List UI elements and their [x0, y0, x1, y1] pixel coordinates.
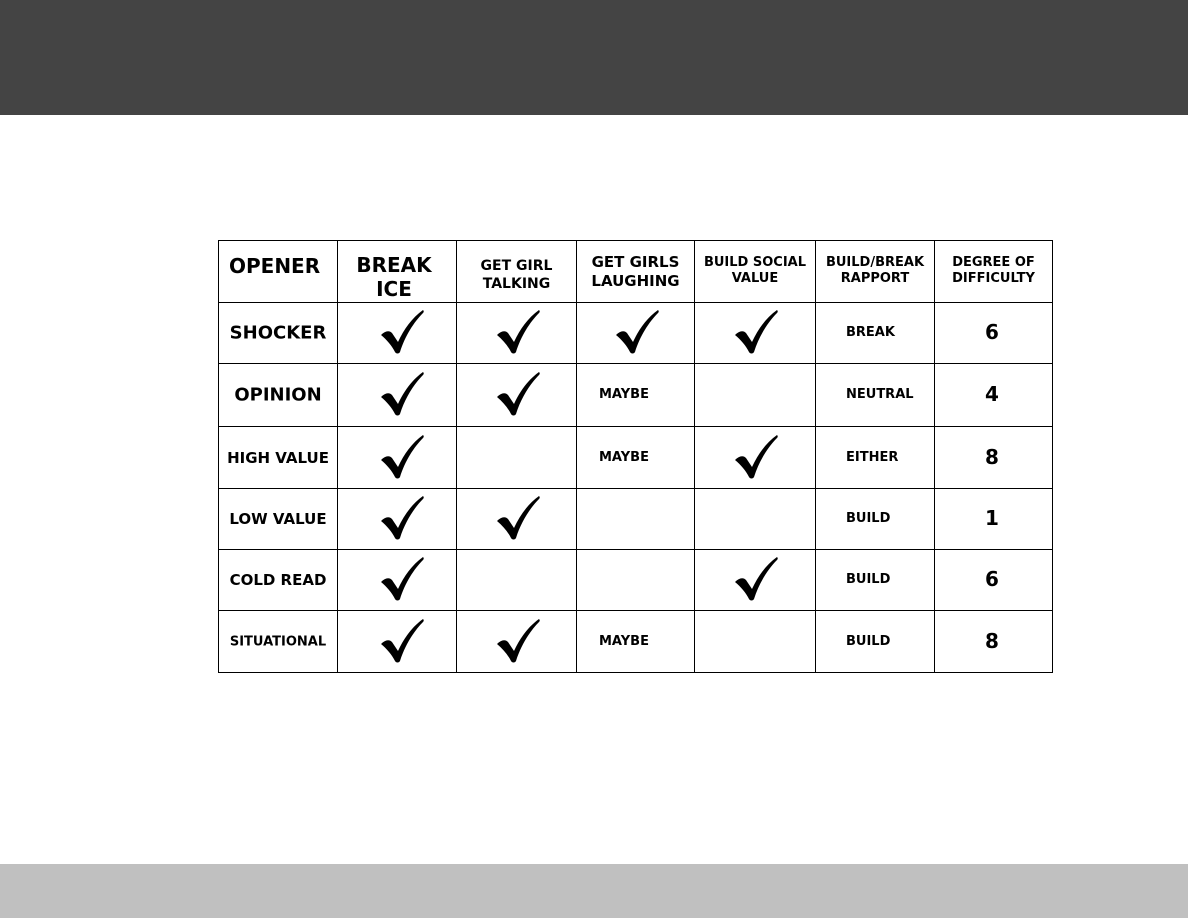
- header-label-get-girl-talking: GET GIRL TALKING: [480, 258, 553, 292]
- rapport-value: NEUTRAL: [846, 386, 914, 402]
- opener-comparison-table: [218, 240, 1053, 673]
- get-girl-talking-cell: [457, 489, 577, 550]
- header-label-get-girls-laughing: GET GIRLS LAUGHING: [591, 253, 680, 290]
- check-mark-icon: [495, 495, 541, 541]
- laughing-value: MAYBE: [599, 633, 649, 649]
- table-row: [219, 427, 1053, 489]
- difficulty-cell: [935, 303, 1053, 364]
- get-girls-laughing-cell: [577, 427, 695, 489]
- break-ice-cell: [338, 611, 457, 673]
- get-girl-talking-cell: [457, 550, 577, 611]
- difficulty-value: 6: [985, 319, 999, 344]
- rapport-value: BUILD: [846, 571, 891, 587]
- difficulty-value: 8: [985, 628, 999, 653]
- rapport-cell: [816, 427, 935, 489]
- opener-cell: [219, 550, 338, 611]
- header-cell-break-ice: [338, 241, 457, 303]
- header-cell-get-girls-laughing: [577, 241, 695, 303]
- build-social-value-cell: [695, 303, 816, 364]
- build-social-value-cell: [695, 427, 816, 489]
- break-ice-cell: [338, 364, 457, 427]
- rapport-value: BREAK: [846, 324, 895, 340]
- break-ice-cell: [338, 489, 457, 550]
- get-girls-laughing-cell: [577, 364, 695, 427]
- header-label-difficulty: DEGREE OF DIFFICULTY: [952, 255, 1035, 286]
- check-mark-icon: [379, 556, 425, 602]
- check-mark-icon: [495, 618, 541, 664]
- header-label-opener: OPENER: [229, 254, 321, 278]
- table-row: [219, 489, 1053, 550]
- difficulty-value: 1: [985, 505, 999, 530]
- difficulty-cell: [935, 611, 1053, 673]
- table-row: [219, 550, 1053, 611]
- get-girls-laughing-cell: [577, 550, 695, 611]
- header-label-break-ice: BREAK ICE: [356, 253, 432, 301]
- check-mark-icon: [495, 371, 541, 417]
- rapport-value: BUILD: [846, 510, 891, 526]
- get-girl-talking-cell: [457, 364, 577, 427]
- rapport-value: BUILD: [846, 633, 891, 649]
- table-row: [219, 611, 1053, 673]
- opener-cell: [219, 489, 338, 550]
- opener-name: OPINION: [234, 384, 322, 406]
- build-social-value-cell: [695, 611, 816, 673]
- check-mark-icon: [495, 309, 541, 355]
- rapport-value: EITHER: [846, 449, 899, 465]
- opener-cell: [219, 364, 338, 427]
- break-ice-cell: [338, 550, 457, 611]
- rapport-cell: [816, 303, 935, 364]
- header-label-rapport: BUILD/BREAK RAPPORT: [825, 255, 925, 286]
- rapport-cell: [816, 489, 935, 550]
- rapport-cell: [816, 611, 935, 673]
- get-girl-talking-cell: [457, 303, 577, 364]
- check-mark-icon: [379, 309, 425, 355]
- header-row: [219, 241, 1053, 303]
- header-cell-build-social-value: [695, 241, 816, 303]
- difficulty-value: 6: [985, 566, 999, 591]
- check-mark-icon: [733, 309, 779, 355]
- table-row: [219, 303, 1053, 364]
- difficulty-cell: [935, 364, 1053, 427]
- laughing-value: MAYBE: [599, 386, 649, 402]
- break-ice-cell: [338, 303, 457, 364]
- check-mark-icon: [614, 309, 660, 355]
- difficulty-cell: [935, 427, 1053, 489]
- difficulty-cell: [935, 550, 1053, 611]
- rapport-cell: [816, 364, 935, 427]
- break-ice-cell: [338, 427, 457, 489]
- check-mark-icon: [379, 618, 425, 664]
- header-cell-difficulty: [935, 241, 1053, 303]
- rapport-cell: [816, 550, 935, 611]
- opener-cell: [219, 303, 338, 364]
- build-social-value-cell: [695, 550, 816, 611]
- get-girls-laughing-cell: [577, 489, 695, 550]
- header-cell-get-girl-talking: [457, 241, 577, 303]
- header-cell-rapport: [816, 241, 935, 303]
- build-social-value-cell: [695, 364, 816, 427]
- check-mark-icon: [379, 434, 425, 480]
- difficulty-value: 8: [985, 444, 999, 469]
- opener-name: LOW VALUE: [229, 510, 327, 528]
- header-cell-opener: [219, 241, 338, 303]
- get-girl-talking-cell: [457, 611, 577, 673]
- laughing-value: MAYBE: [599, 449, 649, 465]
- footer-bar: [0, 864, 1188, 918]
- opener-comparison-table-wrap: [218, 240, 1053, 673]
- build-social-value-cell: [695, 489, 816, 550]
- difficulty-value: 4: [985, 381, 999, 406]
- header-label-build-social-value: BUILD SOCIAL VALUE: [703, 255, 807, 286]
- opener-cell: [219, 427, 338, 489]
- get-girls-laughing-cell: [577, 611, 695, 673]
- table-row: [219, 364, 1053, 427]
- opener-name: SITUATIONAL: [229, 634, 327, 649]
- opener-cell: [219, 611, 338, 673]
- opener-name: SHOCKER: [229, 322, 327, 344]
- get-girl-talking-cell: [457, 427, 577, 489]
- header-bar: [0, 0, 1188, 115]
- check-mark-icon: [733, 434, 779, 480]
- opener-name: COLD READ: [229, 571, 327, 589]
- check-mark-icon: [733, 556, 779, 602]
- get-girls-laughing-cell: [577, 303, 695, 364]
- check-mark-icon: [379, 495, 425, 541]
- check-mark-icon: [379, 371, 425, 417]
- opener-name: HIGH VALUE: [227, 448, 329, 467]
- difficulty-cell: [935, 489, 1053, 550]
